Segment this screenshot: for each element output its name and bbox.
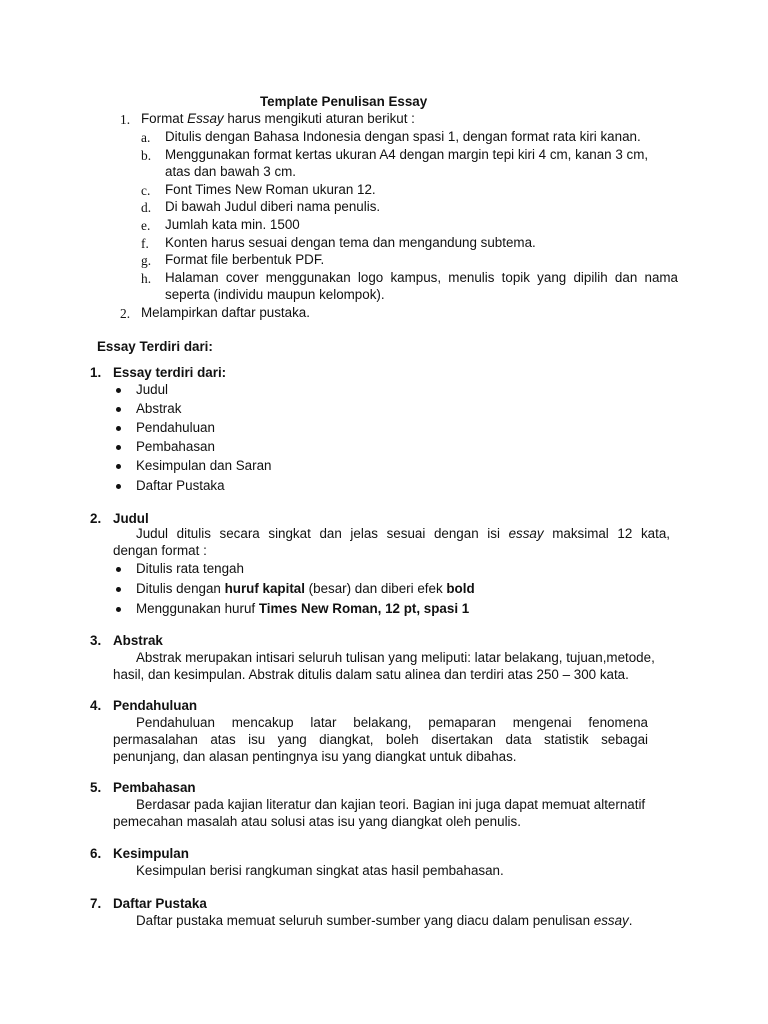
judul-rule-capital: Ditulis dengan huruf kapital (besar) dan diberi efek bold: [136, 581, 475, 596]
sub-item-d: Di bawah Judul diberi nama penulis.: [165, 199, 381, 214]
structure-item-judul: Judul: [136, 382, 169, 397]
judul-rule-centered: Ditulis rata tengah: [136, 561, 244, 576]
structure-item-pendahuluan: Pendahuluan: [136, 420, 215, 435]
sub-letter-d: d.: [141, 200, 152, 215]
section-7-title: Daftar Pustaka: [113, 896, 207, 911]
section-4-number: 4.: [90, 698, 102, 713]
structure-item-abstrak: Abstrak: [136, 401, 182, 416]
pendahuluan-line2: permasalahan atas isu yang diangkat, boleh disertakan data statistik sebagai: [113, 732, 648, 747]
daftar-pustaka-line1: Daftar pustaka memuat seluruh sumber-sumber yang diacu dalam penulisan essay.: [136, 913, 633, 928]
section-2-title: Judul: [113, 511, 149, 526]
sub-item-e: Jumlah kata min. 1500: [165, 217, 300, 232]
abstrak-line1: Abstrak merupakan intisari seluruh tulisan yang meliputi: latar belakang, tujuan,metode,: [136, 650, 655, 665]
pendahuluan-line1: Pendahuluan mencakup latar belakang, pemaparan mengenai fenomena: [136, 715, 648, 730]
bullet-icon: [116, 567, 121, 572]
sub-letter-e: e.: [141, 218, 151, 233]
bullet-icon: [116, 407, 121, 412]
pembahasan-line2: pemecahan masalah atau solusi atas isu yang diangkat oleh penulis.: [113, 814, 521, 829]
structure-item-pembahasan: Pembahasan: [136, 439, 215, 454]
bullet-icon: [116, 388, 121, 393]
section-6-number: 6.: [90, 846, 102, 861]
section-1-number: 1.: [90, 365, 102, 380]
sub-item-f: Konten harus sesuai dengan tema dan mengandung subtema.: [165, 235, 536, 250]
sub-item-c: Font Times New Roman ukuran 12.: [165, 182, 376, 197]
judul-paragraph-line1: Judul ditulis secara singkat dan jelas sesuai dengan isi essay maksimal 12 kata,: [136, 526, 670, 541]
sub-letter-h: h.: [141, 271, 152, 286]
abstrak-line2: hasil, dan kesimpulan. Abstrak ditulis dalam satu alinea dan terdiri atas 250 – 300 kata.: [113, 667, 629, 682]
section-4-title: Pendahuluan: [113, 698, 198, 713]
sub-item-g: Format file berbentuk PDF.: [165, 252, 325, 267]
section-6-title: Kesimpulan: [113, 846, 189, 861]
sub-item-b-line2: atas dan bawah 3 cm.: [165, 164, 297, 179]
structure-item-daftar-pustaka: Daftar Pustaka: [136, 478, 225, 493]
sub-item-h: Halaman cover menggunakan logo kampus, menulis topik yang dipilih dan nama: [165, 270, 678, 285]
list-number-1: 1.: [120, 112, 131, 127]
document-title: Template Penulisan Essay: [260, 94, 428, 109]
bibliography-rule: Melampirkan daftar pustaka.: [141, 305, 310, 320]
format-rule-intro: Format Essay harus mengikuti aturan berikut :: [141, 111, 415, 126]
section-5-title: Pembahasan: [113, 780, 196, 795]
list-number-2: 2.: [120, 306, 131, 321]
bullet-icon: [116, 464, 121, 469]
essay-structure-heading: Essay Terdiri dari:: [97, 339, 213, 354]
kesimpulan-line1: Kesimpulan berisi rangkuman singkat atas hasil pembahasan.: [136, 863, 504, 878]
sub-letter-a: a.: [141, 130, 151, 145]
sub-item-b: Menggunakan format kertas ukuran A4 dengan margin tepi kiri 4 cm, kanan 3 cm,: [165, 147, 649, 162]
sub-letter-g: g.: [141, 253, 152, 268]
bullet-icon: [116, 426, 121, 431]
bullet-icon: [116, 587, 121, 592]
section-1-title: Essay terdiri dari:: [113, 365, 227, 380]
section-2-number: 2.: [90, 511, 102, 526]
pendahuluan-line3: penunjang, dan alasan pentingnya isu yang diangkat untuk dibahas.: [113, 749, 517, 764]
judul-rule-font: Menggunakan huruf Times New Roman, 12 pt, spasi 1: [136, 601, 470, 616]
bullet-icon: [116, 445, 121, 450]
bullet-icon: [116, 484, 121, 489]
sub-letter-b: b.: [141, 148, 152, 163]
sub-item-h-line2: seperta (individu maupun kelompok).: [165, 287, 385, 302]
section-5-number: 5.: [90, 780, 102, 795]
section-7-number: 7.: [90, 896, 102, 911]
section-3-number: 3.: [90, 633, 102, 648]
sub-letter-c: c.: [141, 183, 151, 198]
section-3-title: Abstrak: [113, 633, 163, 648]
sub-letter-f: f.: [141, 236, 149, 251]
structure-item-kesimpulan: Kesimpulan dan Saran: [136, 458, 272, 473]
pembahasan-line1: Berdasar pada kajian literatur dan kajian teori. Bagian ini juga dapat memuat alternatif: [136, 797, 646, 812]
sub-item-a: Ditulis dengan Bahasa Indonesia dengan spasi 1, dengan format rata kiri kanan.: [165, 129, 641, 144]
judul-paragraph-line2: dengan format :: [113, 543, 207, 558]
bullet-icon: [116, 607, 121, 612]
